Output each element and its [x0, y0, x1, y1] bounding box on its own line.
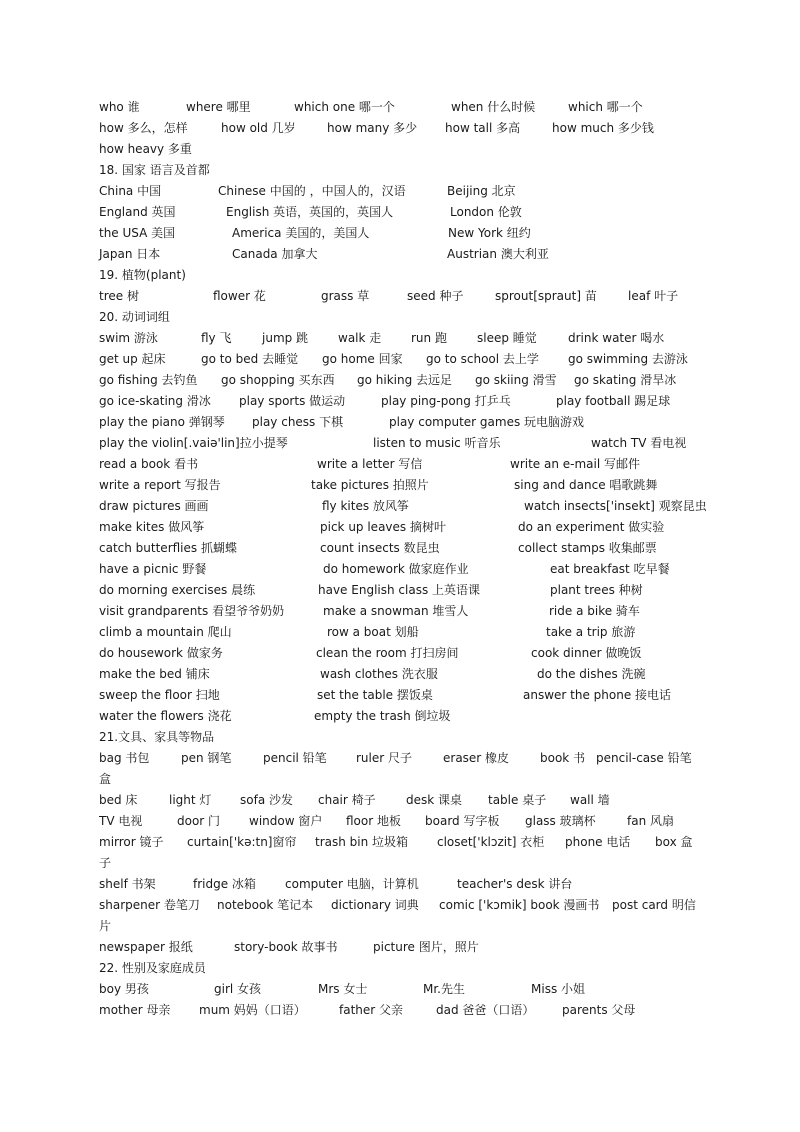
vocab-row [0, 349, 800, 370]
section-heading [0, 307, 800, 328]
vocab-entry: walk 走 [338, 331, 382, 345]
vocab-entry: how much 多少钱 [552, 121, 654, 135]
vocab-row [0, 916, 800, 937]
vocab-entry: mum 妈妈（口语） [199, 1003, 306, 1017]
vocab-entry: Mr.先生 [423, 982, 466, 996]
vocab-row [0, 937, 800, 958]
vocab-row [0, 370, 800, 391]
vocab-entry: window 窗户 [249, 814, 323, 828]
vocab-entry: Miss 小姐 [531, 982, 586, 996]
vocab-entry: mother 母亲 [99, 1003, 171, 1017]
vocab-entry: TV 电视 [99, 814, 143, 828]
section-heading [0, 160, 800, 181]
vocab-row [0, 580, 800, 601]
vocab-entry: how many 多少 [327, 121, 418, 135]
vocab-entry: 片 [99, 919, 112, 933]
vocab-entry: newspaper 报纸 [99, 940, 193, 954]
vocab-row [0, 139, 800, 160]
vocab-row [0, 769, 800, 790]
vocab-entry: desk 课桌 [406, 793, 463, 807]
vocab-entry: phone 电话 [565, 835, 631, 849]
vocab-row [0, 475, 800, 496]
vocab-entry: New York 纽约 [448, 226, 531, 240]
vocab-row [0, 118, 800, 139]
vocab-entry: jump 跳 [262, 331, 309, 345]
vocab-row [0, 664, 800, 685]
vocab-entry: make kites 做风筝 [99, 520, 205, 534]
vocab-entry: make the bed 铺床 [99, 667, 210, 681]
vocab-row [0, 391, 800, 412]
vocab-row [0, 412, 800, 433]
vocab-entry: dad 爸爸（口语） [436, 1003, 535, 1017]
vocab-entry: how heavy 多重 [99, 142, 192, 156]
vocab-entry: take a trip 旅游 [546, 625, 636, 639]
vocab-entry: pick up leaves 摘树叶 [320, 520, 446, 534]
vocab-entry: go skiing 滑雪 [475, 373, 557, 387]
vocab-entry: go skating 滑旱冰 [574, 373, 677, 387]
vocab-entry: where 哪里 [186, 100, 251, 114]
vocab-row [0, 853, 800, 874]
vocab-entry: watch insects['insekt] 观察昆虫 [524, 499, 707, 513]
vocab-entry: go shopping 买东西 [221, 373, 335, 387]
vocab-entry: wash clothes 洗衣服 [320, 667, 438, 681]
vocab-entry: climb a mountain 爬山 [99, 625, 232, 639]
vocab-entry: row a boat 划船 [327, 625, 419, 639]
vocab-entry: picture 图片，照片 [373, 940, 479, 954]
section-heading-text: 22. 性别及家庭成员 [99, 961, 206, 975]
vocab-entry: fridge 冰箱 [193, 877, 256, 891]
vocab-entry: eat breakfast 吃早餐 [550, 562, 670, 576]
vocab-entry: America 美国的，美国人 [232, 226, 370, 240]
vocab-entry: China 中国 [99, 184, 162, 198]
vocab-row [0, 790, 800, 811]
vocab-row [0, 685, 800, 706]
vocab-entry: 盒 [99, 772, 112, 786]
vocab-entry: when 什么时候 [451, 100, 536, 114]
vocab-row [0, 286, 800, 307]
vocab-entry: water the flowers 浇花 [99, 709, 232, 723]
vocab-row [0, 223, 800, 244]
vocab-row [0, 811, 800, 832]
section-heading-text: 18. 国家 语言及首都 [99, 163, 210, 177]
vocab-entry: leaf 叶子 [628, 289, 679, 303]
vocab-entry: play chess 下棋 [252, 415, 344, 429]
vocab-entry: sofa 沙发 [240, 793, 293, 807]
vocab-entry: closet['klɔzit] 衣柜 [437, 835, 545, 849]
vocab-entry: play ping-pong 打乒乓 [381, 394, 511, 408]
vocab-entry: table 桌子 [488, 793, 547, 807]
vocab-entry: sprout[spraut] 苗 [495, 289, 597, 303]
vocab-row [0, 601, 800, 622]
vocab-entry: play the violin[.vaiə'lin]拉小提琴 [99, 436, 288, 450]
vocab-entry: count insects 数昆虫 [320, 541, 440, 555]
vocab-entry: read a book 看书 [99, 457, 199, 471]
vocab-entry: post card 明信 [612, 898, 696, 912]
vocab-entry: play the piano 弹钢琴 [99, 415, 225, 429]
vocab-entry: play computer games 玩电脑游戏 [389, 415, 585, 429]
vocab-entry: grass 草 [321, 289, 370, 303]
section-heading [0, 265, 800, 286]
vocab-entry: which one 哪一个 [294, 100, 395, 114]
vocab-row [0, 895, 800, 916]
vocab-entry: board 写字板 [425, 814, 500, 828]
vocab-entry: English 英语，英国的，英国人 [226, 205, 394, 219]
vocab-entry: light 灯 [169, 793, 212, 807]
vocab-entry: how old 几岁 [221, 121, 296, 135]
vocab-entry: which 哪一个 [568, 100, 643, 114]
vocab-entry: London 伦敦 [450, 205, 522, 219]
vocab-entry: get up 起床 [99, 352, 166, 366]
vocab-row [0, 97, 800, 118]
vocab-row [0, 517, 800, 538]
vocab-entry: do an experiment 做实验 [518, 520, 665, 534]
section-heading [0, 727, 800, 748]
vocab-entry: go swimming 去游泳 [568, 352, 688, 366]
vocab-entry: bag 书包 [99, 751, 150, 765]
vocab-row [0, 1000, 800, 1021]
vocab-row [0, 538, 800, 559]
vocab-entry: make a snowman 堆雪人 [323, 604, 469, 618]
vocab-entry: sharpener 卷笔刀 [99, 898, 200, 912]
vocab-row [0, 496, 800, 517]
vocab-entry: ruler 尺子 [356, 751, 413, 765]
vocab-entry: father 父亲 [339, 1003, 404, 1017]
vocab-entry: boy 男孩 [99, 982, 149, 996]
vocab-entry: go hiking 去远足 [357, 373, 453, 387]
vocab-entry: floor 地板 [346, 814, 401, 828]
section-heading-text: 19. 植物(plant) [99, 268, 186, 282]
vocab-entry: play sports 做运动 [239, 394, 346, 408]
vocab-entry: run 跑 [411, 331, 447, 345]
vocab-entry: how 多么，怎样 [99, 121, 188, 135]
vocab-entry: eraser 橡皮 [443, 751, 510, 765]
vocab-entry: go to school 去上学 [426, 352, 539, 366]
vocab-entry: parents 父母 [562, 1003, 636, 1017]
vocab-entry: write an e-mail 写邮件 [510, 457, 640, 471]
vocab-entry: Austrian 澳大利亚 [447, 247, 549, 261]
vocab-row [0, 874, 800, 895]
vocab-entry: 子 [99, 856, 112, 870]
vocab-entry: teacher's desk 讲台 [457, 877, 573, 891]
section-heading-text: 20. 动词词组 [99, 310, 170, 324]
vocab-entry: girl 女孩 [214, 982, 262, 996]
vocab-row [0, 328, 800, 349]
vocab-entry: write a letter 写信 [317, 457, 423, 471]
vocab-entry: fan 风扇 [627, 814, 674, 828]
vocab-row [0, 559, 800, 580]
vocab-entry: Mrs 女士 [318, 982, 368, 996]
vocab-entry: glass 玻璃杯 [525, 814, 596, 828]
vocab-entry: box 盒 [655, 835, 693, 849]
vocab-entry: go to bed 去睡觉 [201, 352, 299, 366]
vocab-entry: go ice-skating 滑冰 [99, 394, 211, 408]
vocab-entry: do morning exercises 晨练 [99, 583, 256, 597]
vocab-entry: go fishing 去钓鱼 [99, 373, 198, 387]
vocab-entry: answer the phone 接电话 [523, 688, 672, 702]
vocab-entry: England 英国 [99, 205, 176, 219]
vocab-entry: book 书 [540, 751, 586, 765]
vocab-entry: play football 踢足球 [556, 394, 671, 408]
vocab-row [0, 832, 800, 853]
vocab-entry: have English class 上英语课 [318, 583, 481, 597]
vocab-entry: have a picnic 野餐 [99, 562, 207, 576]
vocab-entry: sing and dance 唱歌跳舞 [514, 478, 658, 492]
vocab-entry: shelf 书架 [99, 877, 156, 891]
vocab-entry: draw pictures 画画 [99, 499, 209, 513]
vocab-entry: dictionary 词典 [331, 898, 419, 912]
vocab-row [0, 643, 800, 664]
vocab-row [0, 433, 800, 454]
vocab-entry: notebook 笔记本 [217, 898, 314, 912]
vocab-entry: wall 墙 [570, 793, 610, 807]
vocab-entry: pen 钢笔 [181, 751, 232, 765]
vocab-entry: computer 电脑，计算机 [285, 877, 419, 891]
vocab-entry: mirror 镜子 [99, 835, 164, 849]
vocab-entry: who 谁 [99, 100, 140, 114]
section-heading-text: 21.文具、家具等物品 [99, 730, 215, 744]
vocab-entry: drink water 喝水 [568, 331, 665, 345]
vocab-entry: flower 花 [213, 289, 266, 303]
vocab-entry: ride a bike 骑车 [549, 604, 640, 618]
vocab-entry: collect stamps 收集邮票 [518, 541, 657, 555]
vocab-entry: write a report 写报告 [99, 478, 221, 492]
vocab-entry: swim 游泳 [99, 331, 158, 345]
vocab-row [0, 748, 800, 769]
vocab-entry: set the table 摆饭桌 [317, 688, 433, 702]
vocab-entry: the USA 美国 [99, 226, 176, 240]
vocab-entry: take pictures 拍照片 [311, 478, 429, 492]
vocab-entry: cook dinner 做晚饭 [531, 646, 642, 660]
vocab-entry: curtain['kə:tn]窗帘 [187, 835, 297, 849]
vocab-entry: listen to music 听音乐 [373, 436, 501, 450]
vocab-entry: do housework 做家务 [99, 646, 223, 660]
vocab-entry: story-book 故事书 [234, 940, 338, 954]
vocab-entry: empty the trash 倒垃圾 [314, 709, 451, 723]
vocab-row [0, 622, 800, 643]
vocab-entry: pencil 铅笔 [263, 751, 327, 765]
vocab-entry: visit grandparents 看望爷爷奶奶 [99, 604, 285, 618]
vocab-row [0, 454, 800, 475]
vocab-entry: watch TV 看电视 [591, 436, 687, 450]
vocab-entry: chair 椅子 [318, 793, 376, 807]
vocab-entry: how tall 多高 [445, 121, 521, 135]
vocab-row [0, 202, 800, 223]
vocab-entry: sweep the floor 扫地 [99, 688, 220, 702]
vocab-entry: tree 树 [99, 289, 139, 303]
vocab-row [0, 706, 800, 727]
vocab-entry: Chinese 中国的 ，中国人的，汉语 [218, 184, 406, 198]
section-heading [0, 958, 800, 979]
vocab-entry: plant trees 种树 [550, 583, 643, 597]
vocab-entry: go home 回家 [322, 352, 403, 366]
vocab-entry: sleep 睡觉 [477, 331, 537, 345]
vocab-entry: pencil-case 铅笔 [596, 751, 692, 765]
vocab-entry: fly 飞 [201, 331, 232, 345]
vocab-row [0, 979, 800, 1000]
vocab-entry: catch butterflies 抓蝴蝶 [99, 541, 237, 555]
vocab-entry: Canada 加拿大 [232, 247, 318, 261]
vocab-entry: trash bin 垃圾箱 [315, 835, 409, 849]
vocab-entry: comic ['kɔmik] book 漫画书 [439, 898, 600, 912]
vocab-entry: do the dishes 洗碗 [537, 667, 646, 681]
vocab-row [0, 181, 800, 202]
vocab-row [0, 244, 800, 265]
vocab-entry: Japan 日本 [99, 247, 161, 261]
vocab-entry: do homework 做家庭作业 [323, 562, 469, 576]
vocab-entry: Beijing 北京 [447, 184, 516, 198]
vocab-entry: door 门 [177, 814, 221, 828]
vocab-entry: clean the room 打扫房间 [316, 646, 459, 660]
vocab-entry: bed 床 [99, 793, 138, 807]
vocab-entry: seed 种子 [407, 289, 464, 303]
vocab-entry: fly kites 放风筝 [322, 499, 409, 513]
